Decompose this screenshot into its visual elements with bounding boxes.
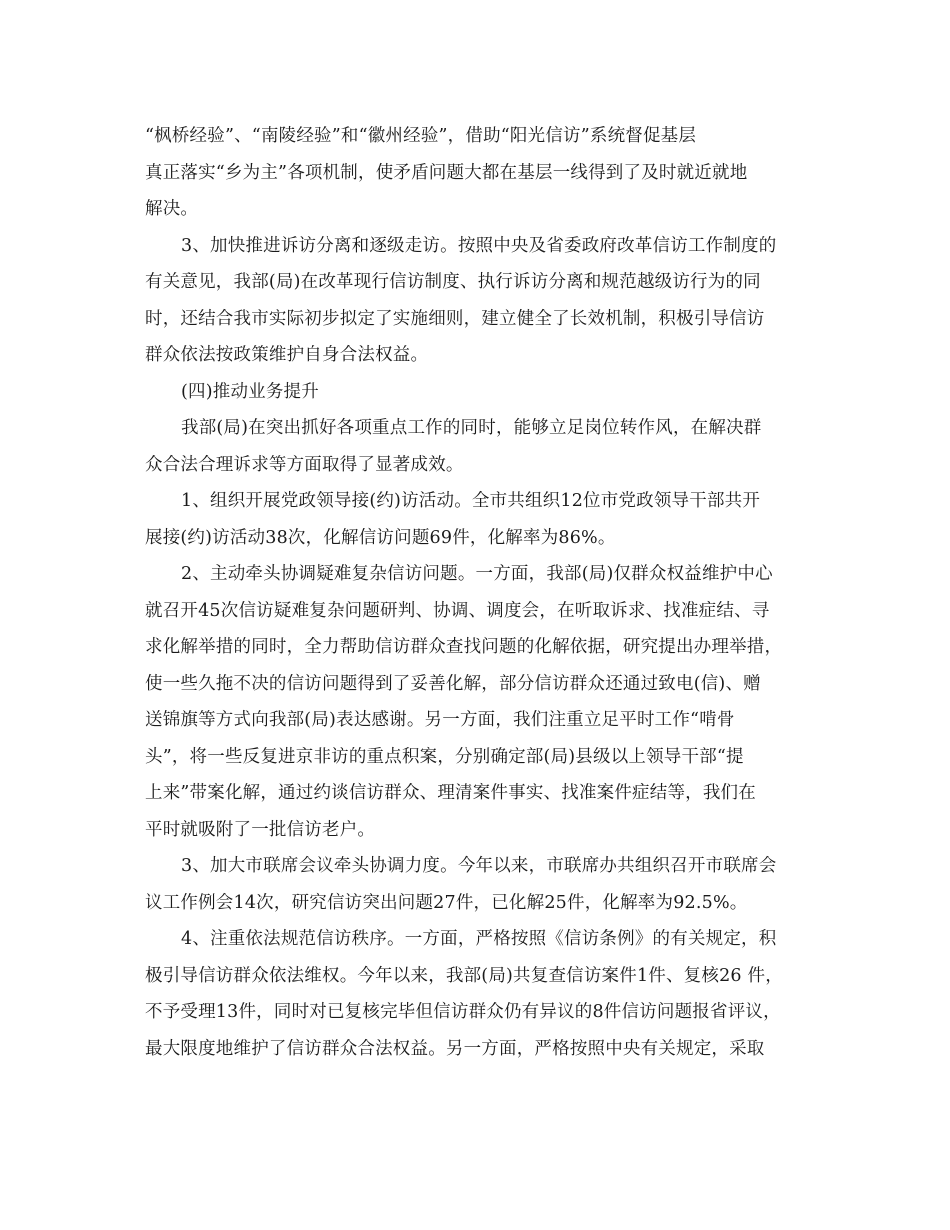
text-line: 极引导信访群众依法维权。今年以来，我部(局)共复查信访案件1件、复核26 件， (145, 965, 783, 986)
text-line: 解决。 (145, 199, 199, 219)
text-line: 4、注重依法规范信访秩序。一方面，严格按照《信访条例》的有关规定，积 (181, 929, 777, 949)
text-line: “枫桥经验”、“南陵经验”和“徽州经验”，借助“阳光信访”系统督促基层 (145, 126, 697, 146)
text-line: 最大限度地维护了信访群众合法权益。另一方面，严格按照中央有关规定，采取 (145, 1038, 765, 1059)
text-line: 头”，将一些反复进京非访的重点积案，分别确定部(局)县级以上领导干部“提 (145, 746, 744, 767)
text-line: 我部(局)在突出抓好各项重点工作的同时，能够立足岗位转作风，在解决群 (181, 418, 762, 438)
text-line: 众合法合理诉求等方面取得了显著成效。 (145, 454, 464, 475)
document-body (145, 118, 820, 1067)
text-line: 真正落实“乡为主”各项机制，使矛盾问题大都在基层一线得到了及时就近就地 (145, 162, 748, 183)
text-line: 就召开45次信访疑难复杂问题研判、协调、调度会，在听取诉求、找准症结、寻 (145, 600, 770, 621)
text-line: 求化解举措的同时，全力帮助信访群众查找问题的化解依据，研究提出办理举措， (145, 637, 783, 657)
text-line: 平时就吸附了一批信访老户。 (145, 819, 376, 840)
text-line: 1、组织开展党政领导接(约)访活动。全市共组织12位市党政领导干部共开 (181, 491, 761, 511)
text-line: 送锦旗等方式向我部(局)表达感谢。另一方面，我们注重立足平时工作“啃骨 (145, 710, 735, 730)
text-line: 上来”带案化解，通过约谈信访群众、理清案件事实、找准案件症结等，我们在 (145, 783, 756, 803)
text-line: 不予受理13件，同时对已复核完毕但信访群众仍有异议的8件信访问题报省评议， (145, 1002, 781, 1022)
text-line: 使一些久拖不决的信访问题得到了妥善化解，部分信访群众还通过致电(信)、赠 (145, 673, 761, 694)
text-line: 时，还结合我市实际初步拟定了实施细则，建立健全了长效机制，积极引导信访 (145, 308, 765, 329)
text-line: 展接(约)访活动38次，化解信访问题69件，化解率为86%。 (145, 527, 616, 548)
text-line: 群众依法按政策维护自身合法权益。 (145, 345, 429, 365)
text-line: 3、加大市联席会议牵头协调力度。今年以来，市联席办共组织召开市联席会 (181, 856, 777, 876)
section-heading: (四)推动业务提升 (181, 381, 319, 402)
text-line: 议工作例会14次，研究信访突出问题27件，已化解25件，化解率为92.5%。 (145, 892, 748, 913)
text-line: 有关意见，我部(局)在改革现行信访制度、执行诉访分离和规范越级访行为的同 (145, 272, 761, 292)
text-line: 3、加快推进诉访分离和逐级走访。按照中央及省委政府改革信访工作制度的 (181, 235, 777, 256)
text-line: 2、主动牵头协调疑难复杂信访问题。一方面，我部(局)仅群众权益维护中心 (181, 564, 773, 584)
